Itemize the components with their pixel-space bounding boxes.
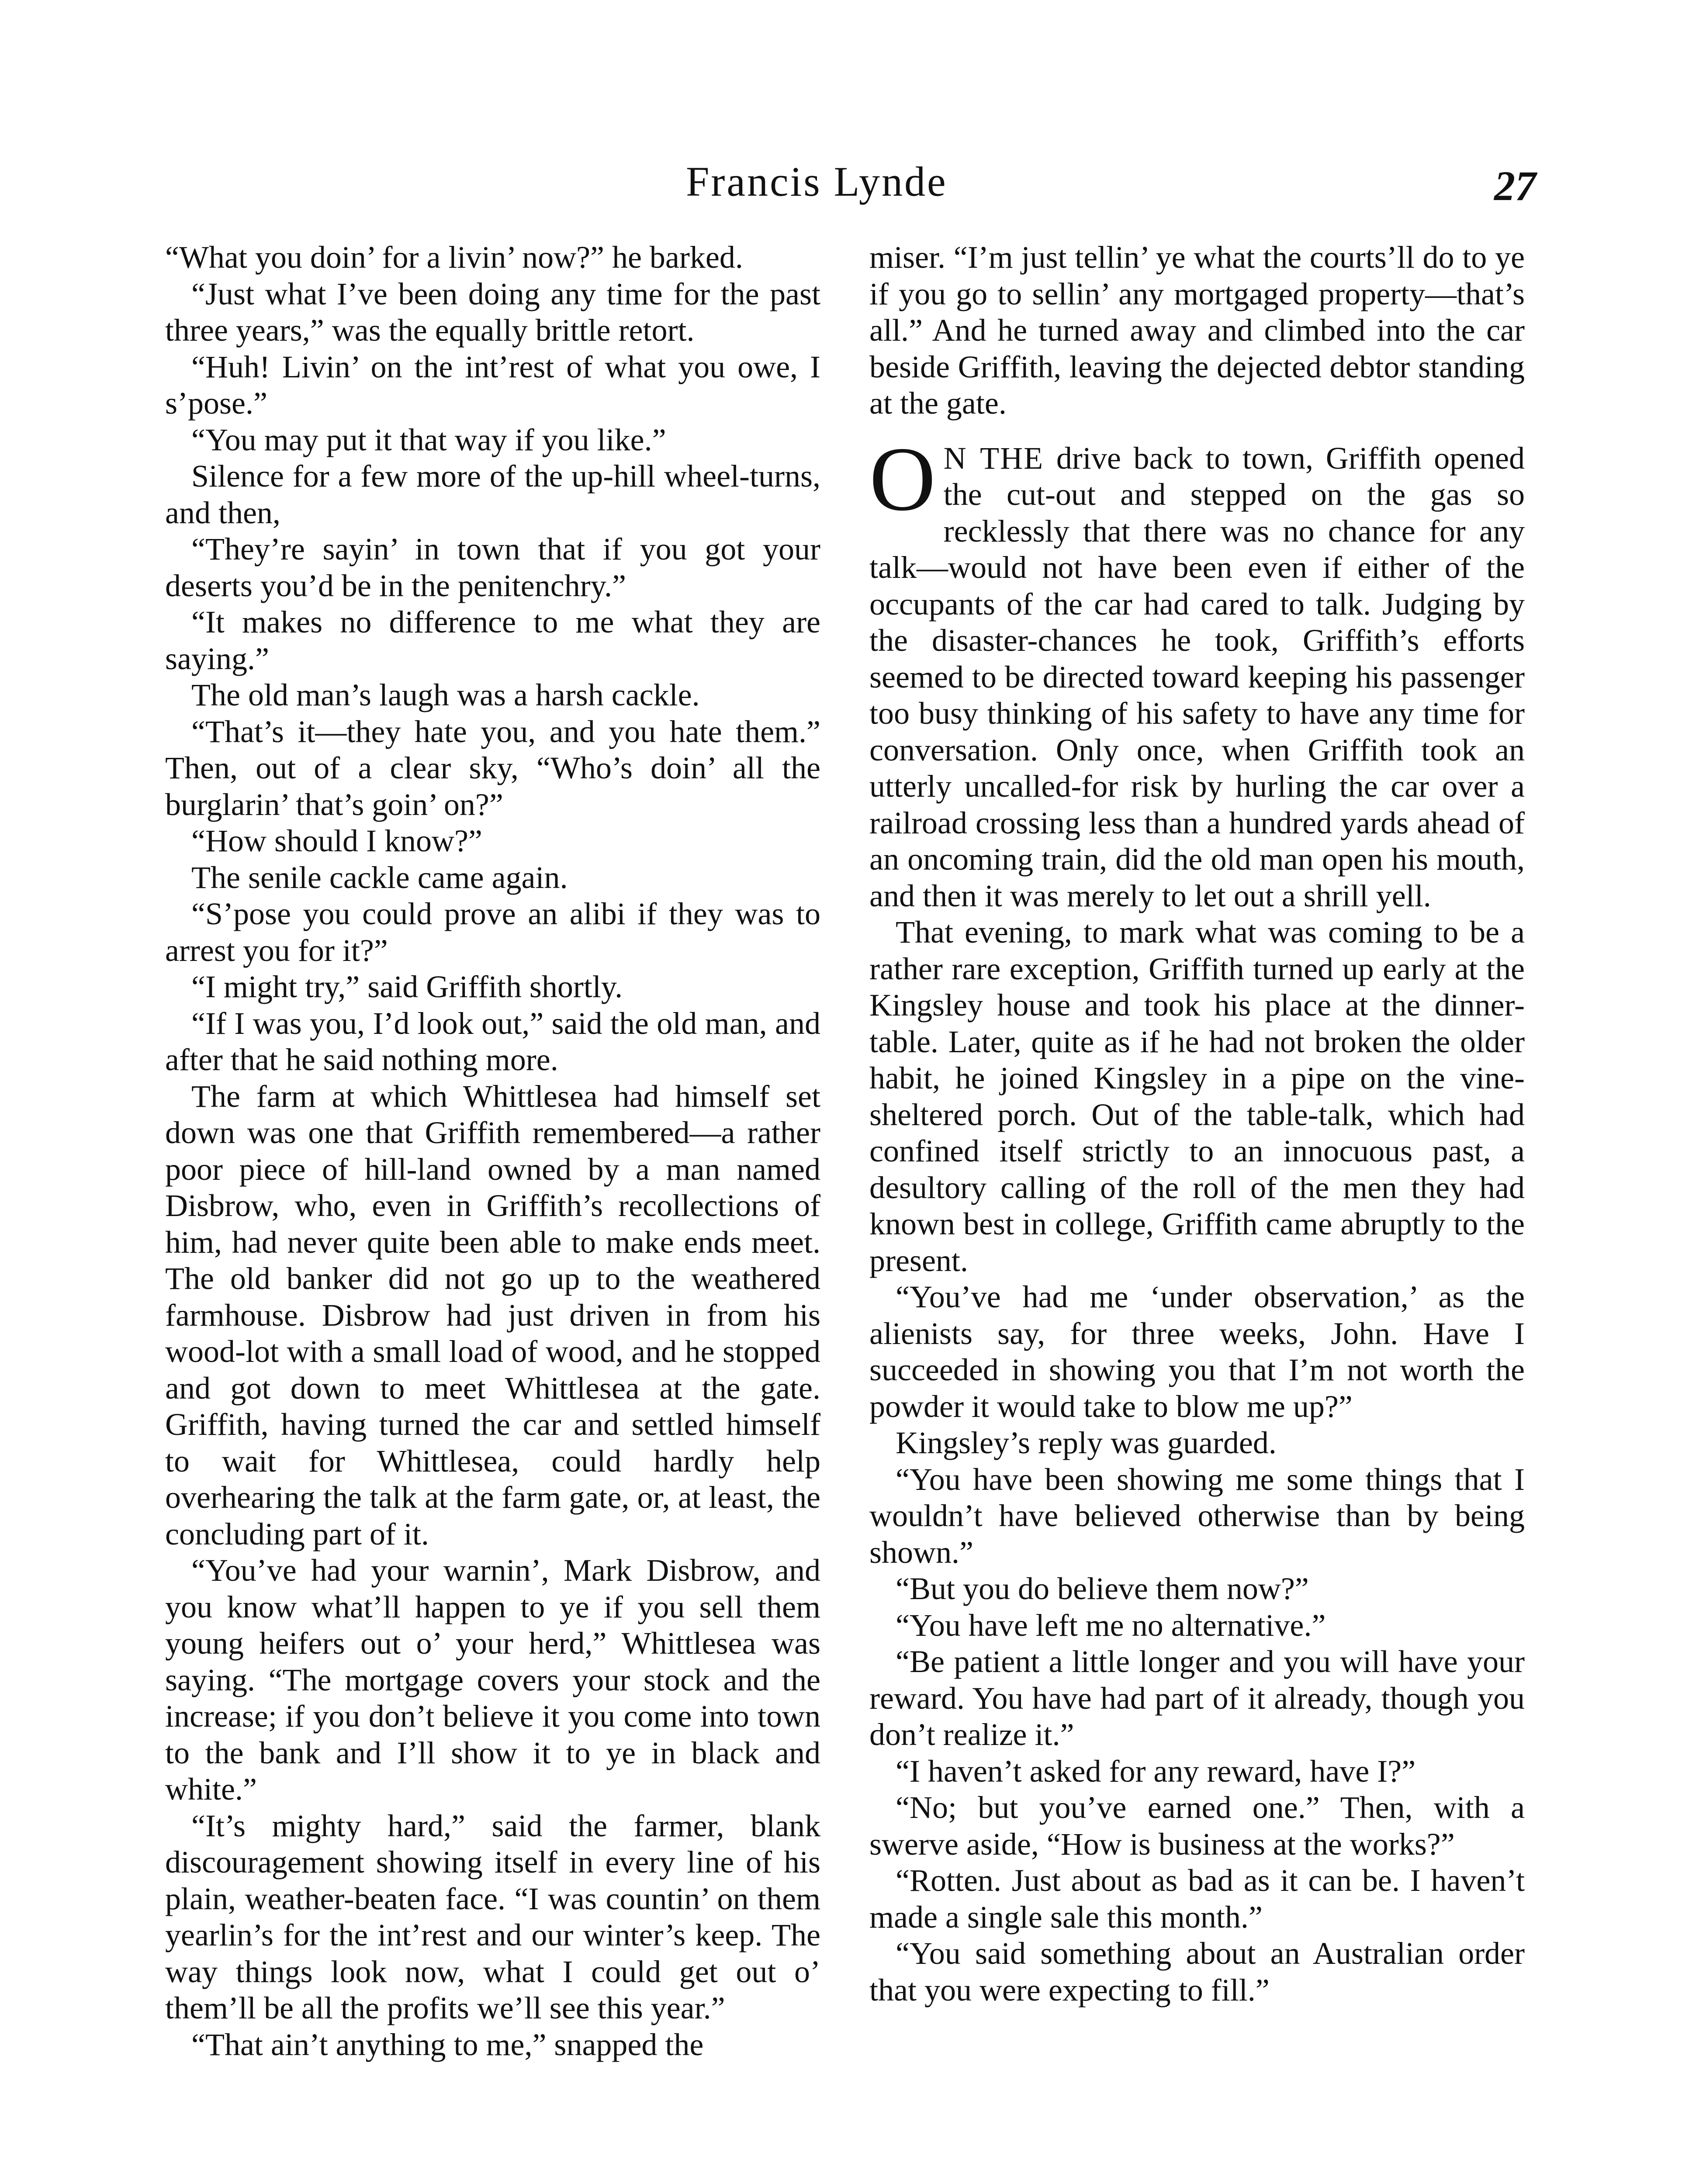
paragraph: The old man’s laugh was a harsh cackle.	[191, 677, 700, 712]
paragraph: “You may put it that way if you like.”	[191, 422, 666, 457]
paragraph: miser. “I’m just tellin’ ye what the courts’ll do to ye if you go to sellin’ any mortgaged property—that’s all.” And he turned away and climbed into the car beside Griffith, leaving the dejected debtor standing at the gate.	[869, 240, 1525, 421]
paragraph: “You have been showing me some things that I wouldn’t have believed otherwise than by being shown.”	[869, 1462, 1525, 1570]
drop-cap: O	[869, 428, 936, 530]
paragraph: “That ain’t anything to me,” snapped the	[191, 2027, 704, 2062]
page-number: 27	[1494, 162, 1536, 209]
paragraph: “You’ve had your warnin’, Mark Disbrow, and you know what’ll happen to ye if you sell them young heifers out o’ your herd,” Whittlesea was saying. “The mortgage covers your stock and the increase; if you don’t believe it you come into town to the bank and I’ll show it to ye in black and white.”	[165, 1553, 820, 1807]
paragraph: “S’pose you could prove an alibi if they was to arrest you for it?”	[165, 896, 820, 968]
paragraph: “I haven’t asked for any reward, have I?”	[896, 1753, 1416, 1789]
section-text: drive back to town, Griffith opened the cut-out and stepped on the gas so recklessly that there was no chance for any talk—would not have been even if either of the occupants of the car had cared to talk. Judging by the disaster-chances he took, Griffith’s efforts seemed to be directed toward keeping his passenger too busy thinking of his safety to have any time for conversation. Only once, when Griffith took an utterly uncalled-for risk by hurling the car over a railroad crossing less than a hundred yards ahead of an oncoming train, did the old man open his mouth, and then it was merely to let out a shrill yell.	[869, 440, 1525, 913]
paragraph: “But you do believe them now?”	[896, 1571, 1309, 1606]
paragraph: “It makes no difference to me what they are saying.”	[165, 605, 820, 676]
paragraph: “Just what I’ve been doing any time for the past three years,” was the equally brittle retort.	[165, 276, 820, 348]
paragraph: Kingsley’s reply was guarded.	[896, 1425, 1277, 1460]
paragraph: “Be patient a little longer and you will have your reward. You have had part of it already, though you don’t realize it.”	[869, 1644, 1525, 1752]
paragraph: “It’s mighty hard,” said the farmer, blank discouragement showing itself in every line of his plain, weather-beaten face. “I was countin’ on them yearlin’s for the int’rest and our winter’s keep. The way things look now, what I could get out o’ them’ll be all the profits we’ll see this year.”	[165, 1808, 820, 2025]
paragraph: Silence for a few more of the up-hill wheel-turns, and then,	[165, 459, 820, 530]
paragraph: “No; but you’ve earned one.” Then, with a swerve aside, “How is business at the works?”	[869, 1790, 1525, 1862]
paragraph: “What you doin’ for a livin’ now?” he barked.	[165, 240, 743, 275]
paragraph: “Rotten. Just about as bad as it can be. I haven’t made a single sale this month.”	[869, 1863, 1525, 1935]
paragraph: “You’ve had me ‘under observation,’ as the alienists say, for three weeks, John. Have I succeeded in showing you that I’m not worth the powder it would take to blow me up?”	[869, 1279, 1525, 1424]
author-running-title: Francis Lynde	[686, 158, 948, 205]
paragraph: “You have left me no alternative.”	[896, 1607, 1326, 1643]
paragraph: “If I was you, I’d look out,” said the old man, and after that he said nothing more.	[165, 1006, 820, 1077]
paragraph: “How should I know?”	[191, 823, 482, 858]
running-header	[0, 157, 1689, 223]
paragraph: The farm at which Whittlesea had himself set down was one that Griffith remembered—a rather poor piece of hill-land owned by a man named Disbrow, who, even in Griffith’s recollections of him, had never quite been able to make ends meet. The old banker did not go up to the weathered farmhouse. Disbrow had just driven in from his wood-lot with a small load of wood, and he stopped and got down to meet Whittlesea at the gate. Griffith, having turned the car and settled himself to wait for Whittlesea, could hardly help overhearing the talk at the farm gate, or, at least, the concluding part of it.	[165, 1078, 820, 1552]
paragraph: That evening, to mark what was coming to be a rather rare exception, Griffith turned up early at the Kingsley house and took his place at the dinner-table. Later, quite as if he had not broken the older habit, he joined Kingsley in a pipe on the vine-sheltered porch. Out of the table-talk, which had confined itself strictly to an innocuous past, a desultory calling of the roll of the men they had known best in college, Griffith came abruptly to the present.	[869, 915, 1525, 1278]
paragraph: “You said something about an Australian order that you were expecting to fill.”	[869, 1936, 1525, 2008]
paragraph: “Huh! Livin’ on the int’rest of what you owe, I s’pose.”	[165, 349, 820, 421]
section-opening-paragraph	[869, 428, 1525, 915]
paragraph: “They’re sayin’ in town that if you got your deserts you’d be in the penitenchry.”	[165, 532, 820, 603]
small-caps-lead: N THE	[943, 440, 1044, 476]
left-column	[165, 239, 820, 2063]
right-column	[869, 239, 1525, 2008]
paragraph: “That’s it—they hate you, and you hate them.” Then, out of a clear sky, “Who’s doin’ all the burglarin’ that’s goin’ on?”	[165, 714, 820, 822]
paragraph: The senile cackle came again.	[191, 860, 568, 895]
paragraph: “I might try,” said Griffith shortly.	[191, 969, 623, 1004]
